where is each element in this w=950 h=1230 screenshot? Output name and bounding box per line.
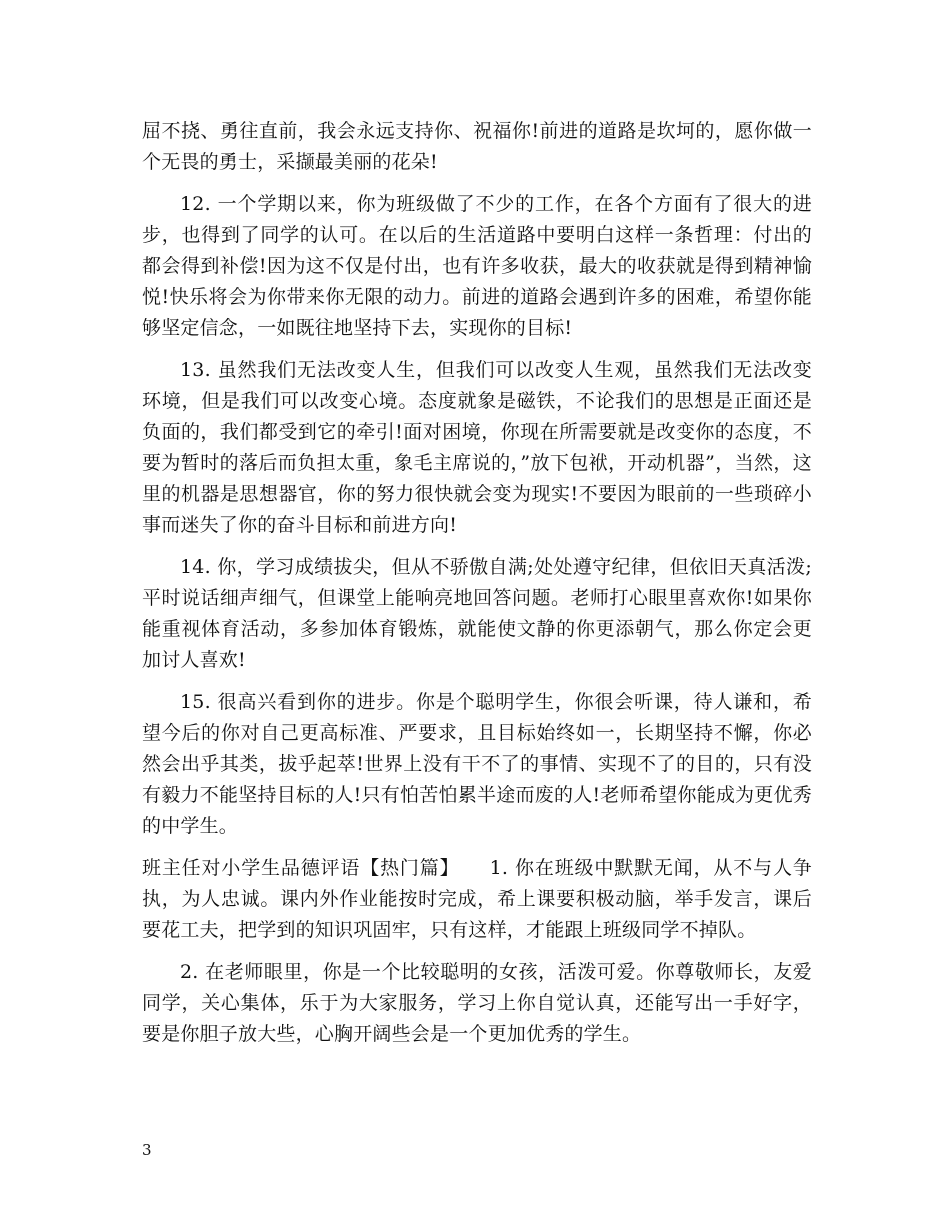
paragraph-item-12: 12. 一个学期以来，你为班级做了不少的工作，在各个方面有了很大的进步，也得到了同学的认可。在以后的生活道路中要明白这样一条哲理：付出的都会得到补偿!因为这不仅是付出，也有许多收获，最大的收获就是得到精神愉悦!快乐将会为你带来你无限的动力。前进的道路会遇到许多的困难，希望你能够坚定信念，一如既往地坚持下去，实现你的目标!: [142, 193, 812, 339]
paragraph-item-14: 14. 你，学习成绩拔尖，但从不骄傲自满;处处遵守纪律，但依旧天真活泼;平时说话细声细气，但课堂上能响亮地回答问题。老师打心眼里喜欢你!如果你能重视体育活动，多参加体育锻炼，就能使文静的你更添朝气，那么你定会更加讨人喜欢!: [142, 556, 812, 671]
page-number: 3: [142, 1141, 152, 1159]
paragraph-item-15: 15. 很高兴看到你的进步。你是个聪明学生，你很会听课，待人谦和，希望今后的你对自己更高标准、严要求，且目标始终如一，长期坚持不懈，你必然会出乎其类，拔乎起萃!世界上没有干不了的事情、实现不了的目的，只有没有毅力不能坚持目标的人!只有怕苦怕累半途而废的人!老师希望你能成为更优秀的中学生。: [142, 691, 812, 837]
paragraph-item-13: 13. 虽然我们无法改变人生，但我们可以改变人生观，虽然我们无法改变环境，但是我们可以改变心境。态度就象是磁铁，不论我们的思想是正面还是负面的，我们都受到它的牵引!面对困境，你现在所需要就是改变你的态度，不要为暂时的落后而负担太重，象毛主席说的，”放下包袱，开动机器”，当然，这里的机器是思想器官，你的努力很快就会变为现实!不要因为眼前的一些琐碎小事而迷失了你的奋斗目标和前进方向!: [142, 359, 812, 536]
document-body: [142, 116, 812, 1061]
paragraph-continuation: 屈不挠、勇往直前，我会永远支持你、祝福你!前进的道路是坎坷的，愿你做一个无畏的勇士，采撷最美丽的花朵!: [142, 120, 812, 173]
paragraph-item-2: 2. 在老师眼里，你是一个比较聪明的女孩，活泼可爱。你尊敬师长，友爱同学，关心集体，乐于为大家服务，学习上你自觉认真，还能写出一手好字，要是你胆子放大些，心胸开阔些会是一个更加优秀的学生。: [142, 961, 812, 1045]
section-heading-paragraph: 班主任对小学生品德评语【热门篇】 1. 你在班级中默默无闻，从不与人争执，为人忠诚。课内外作业能按时完成，希上课要积极动脑，举手发言，课后要花工夫，把学到的知识巩固牢，只有这样，才能跟上班级同学不掉队。: [142, 857, 812, 941]
